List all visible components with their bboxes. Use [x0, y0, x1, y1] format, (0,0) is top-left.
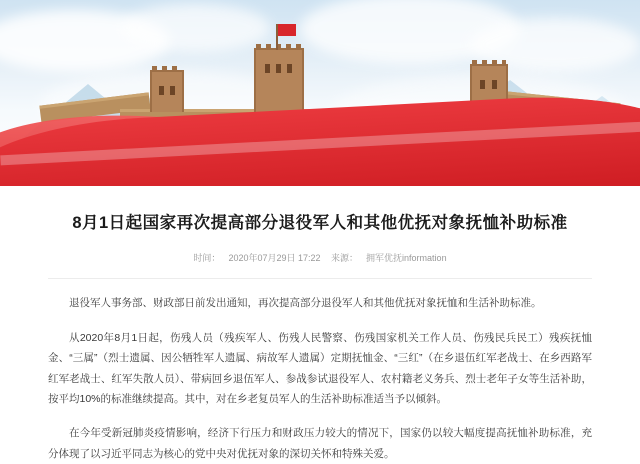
red-flag-icon	[278, 24, 296, 36]
watch-tower-icon	[150, 70, 184, 112]
paragraph: 从2020年8月1日起，伤残人员（残疾军人、伤残人民警察、伤残国家机关工作人员、伤残民兵民工）残疾抚恤金、“三属”（烈士遗属、因公牺牲军人遗属、病故军人遗属）定期抚恤金、“三红”（在乡退伍红军老战士、在乡西路军红军老战士、红军失散人员）、带病回乡退伍军人、参战参试退役军人、农村籍老义务兵、烈士老年子女等生活补助，按平均10%的标准继续提高。其中，对在乡老复员军人的生活补助标准适当予以倾斜。	[48, 331, 592, 405]
article-body	[48, 293, 592, 464]
article-meta	[48, 251, 592, 264]
banner-image	[0, 0, 640, 186]
cloud-icon	[120, 4, 270, 52]
meta-source-value: 拥军优抚information	[366, 253, 447, 264]
paragraph: 在今年受新冠肺炎疫情影响，经济下行压力和财政压力较大的情况下，国家仍以较大幅度提高抚恤补助标准，充分体现了以习近平同志为核心的党中央对优抚对象的深切关怀和特殊关爱。	[48, 427, 592, 460]
page-title: 8月1日起国家再次提高部分退役军人和其他优抚对象抚恤补助标准	[72, 214, 568, 232]
paragraph: 退役军人事务部、财政部日前发出通知，再次提高部分退役军人和其他优抚对象抚恤和生活补助标准。	[69, 297, 542, 310]
article-container	[0, 212, 640, 464]
watch-tower-icon	[254, 48, 304, 112]
meta-source-label: 来源：	[331, 253, 359, 264]
meta-time-label: 时间：	[193, 253, 221, 264]
meta-time-value: 2020年07月29日 17:22	[228, 253, 321, 264]
divider	[48, 278, 592, 279]
